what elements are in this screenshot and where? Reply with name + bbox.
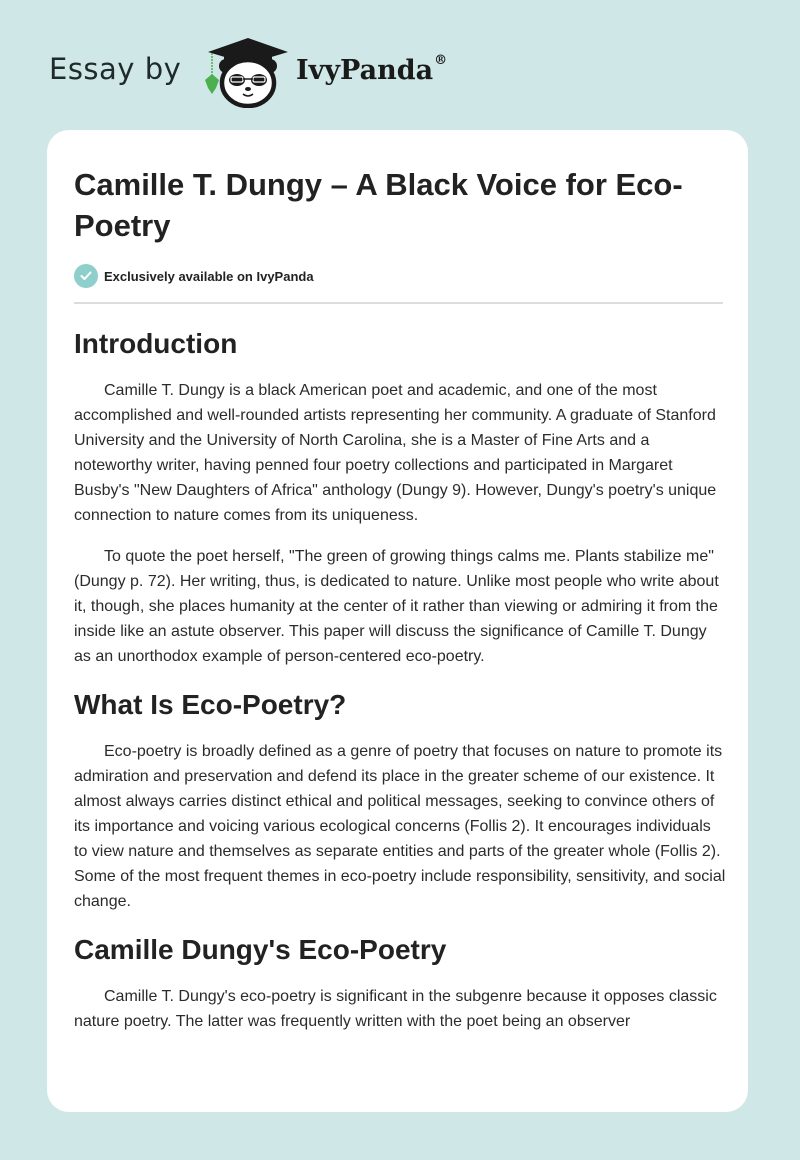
registered-mark: ® xyxy=(434,53,448,68)
section-introduction xyxy=(74,324,726,669)
section-what-is-eco-poetry xyxy=(74,685,726,914)
check-circle-icon xyxy=(74,264,98,288)
essay-title: Camille T. Dungy – A Black Voice for Eco-Poetry xyxy=(74,167,683,243)
section-heading: Camille Dungy's Eco-Poetry xyxy=(74,934,447,965)
panda-graduate-icon[interactable] xyxy=(202,36,292,108)
paragraph: Eco-poetry is broadly defined as a genre of poetry that focuses on nature to promote its admiration and preservation and defend its place in the greater scheme of our existence. It almost always carries distinct ethical and political messages, seeking to convince others of its importance and voicing various ecological concerns (Follis 2). It encourages individuals to view nature and themselves as separate entities and parts of the greater whole (Follis 2). Some of the most frequent themes in eco-poetry include responsibility, sensitivity, and social change. xyxy=(74,743,726,910)
paragraph: To quote the poet herself, "The green of growing things calms me. Plants stabilize me" (Dungy p. 72). Her writing, thus, is dedicated to nature. Unlike most people who write about it, though, she places humanity at the center of it rather than viewing or admiring it from the inside like an astute observer. This paper will discuss the significance of Camille T. Dungy as an unorthodox example of person-centered eco-poetry. xyxy=(74,548,719,665)
exclusive-badge xyxy=(74,264,314,288)
section-heading: Introduction xyxy=(74,328,238,359)
site-header xyxy=(0,0,800,130)
essay-by-label: Essay by xyxy=(49,52,182,86)
paragraph: Camille T. Dungy is a black American poet and academic, and one of the most accomplished and well-rounded artists representing her community. A graduate of Stanford University and the University of North Carolina, she is a Master of Fine Arts and a noteworthy writer, having penned four poetry collections and participated in Margaret Busby's "New Daughters of Africa" anthology (Dungy 9). However, Dungy's poetry's unique connection to nature comes from its uniqueness. xyxy=(74,382,717,524)
section-dungy-eco-poetry xyxy=(74,930,726,1034)
exclusive-badge-text: Exclusively available on IvyPanda xyxy=(104,268,314,284)
essay-body xyxy=(74,320,726,1050)
essay-card xyxy=(47,130,748,1112)
paragraph: Camille T. Dungy's eco-poetry is significant in the subgenre because it opposes classic nature poetry. The latter was frequently written with the poet being an observer xyxy=(74,988,717,1030)
title-divider xyxy=(74,302,723,304)
section-heading: What Is Eco-Poetry? xyxy=(74,689,347,720)
brand-name: IvyPanda xyxy=(296,55,434,86)
brand-logo-text[interactable] xyxy=(296,55,447,86)
